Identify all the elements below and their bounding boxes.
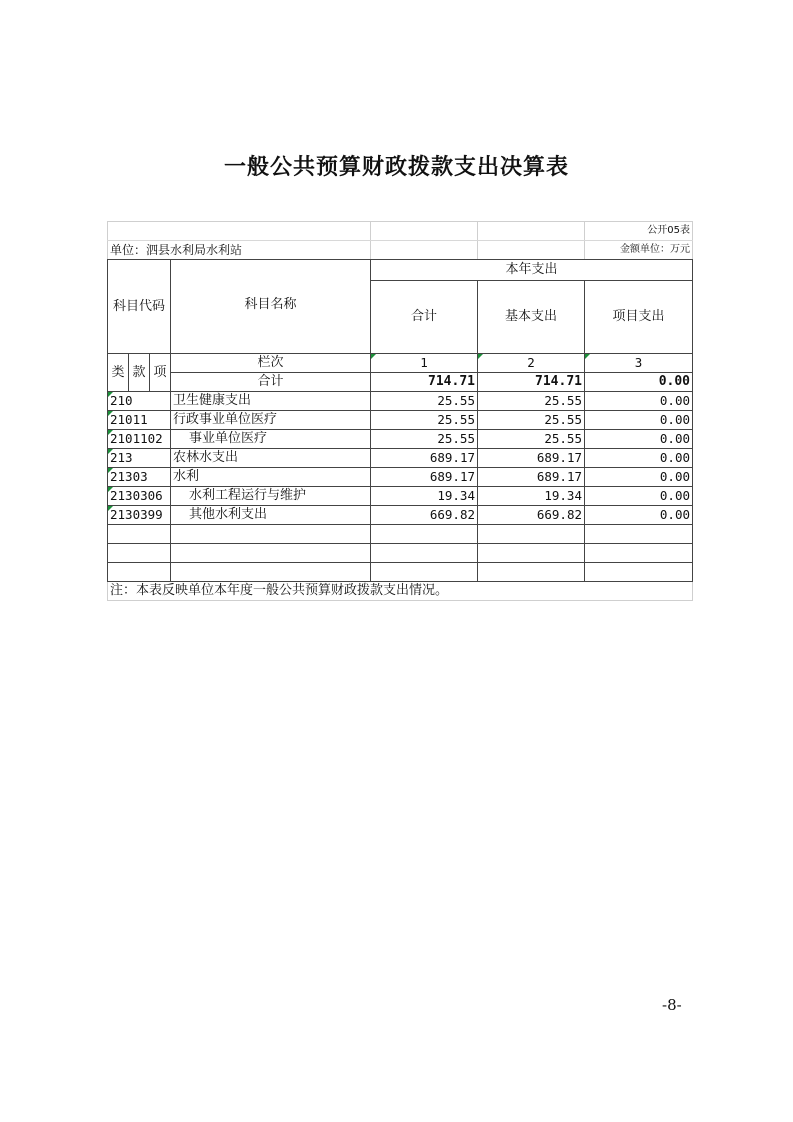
- header-code: 科目代码: [108, 260, 171, 354]
- table-row: [108, 449, 693, 468]
- sum-row-project: 0.00: [585, 373, 693, 392]
- row-basic: 669.82: [478, 506, 585, 525]
- row-total: 689.17: [371, 449, 478, 468]
- row-code: 213: [108, 449, 171, 468]
- header-lei: 类: [108, 354, 129, 392]
- row-total: 19.34: [371, 487, 478, 506]
- row-total: 689.17: [371, 468, 478, 487]
- header-year-expense: 本年支出: [371, 260, 693, 281]
- unit-label: 单位：泗县水利局水利站: [108, 241, 371, 260]
- page-number: -8-: [662, 996, 682, 1014]
- table-note: 注：本表反映单位本年度一般公共预算财政拨款支出情况。: [108, 582, 693, 601]
- row-project: 0.00: [585, 468, 693, 487]
- row-code: 210: [108, 392, 171, 411]
- empty-row: [108, 525, 693, 544]
- row-project: 0.00: [585, 411, 693, 430]
- expense-table-container: [107, 221, 692, 601]
- row-name: 农林水支出: [171, 449, 371, 468]
- sum-row-label: 合计: [171, 373, 371, 392]
- header-xiang: 项: [150, 354, 171, 392]
- col-index-1: 1: [371, 354, 478, 373]
- table-row: [108, 430, 693, 449]
- expense-table: [107, 221, 693, 601]
- table-row: [108, 506, 693, 525]
- row-total: 25.55: [371, 430, 478, 449]
- col-index-3: 3: [585, 354, 693, 373]
- row-name: 卫生健康支出: [171, 392, 371, 411]
- row-code: 2130399: [108, 506, 171, 525]
- row-code: 21011: [108, 411, 171, 430]
- page-title: 一般公共预算财政拨款支出决算表: [223, 155, 569, 180]
- row-name: 其他水利支出: [171, 506, 371, 525]
- row-total: 669.82: [371, 506, 478, 525]
- col-index-2: 2: [478, 354, 585, 373]
- row-name: 事业单位医疗: [171, 430, 371, 449]
- amount-unit: 金额单位：万元: [585, 241, 693, 260]
- header-basic: 基本支出: [478, 281, 585, 354]
- table-row: [108, 392, 693, 411]
- row-basic: 25.55: [478, 430, 585, 449]
- row-basic: 25.55: [478, 392, 585, 411]
- row-basic: 689.17: [478, 449, 585, 468]
- row-project: 0.00: [585, 449, 693, 468]
- row-code: 21303: [108, 468, 171, 487]
- header-total: 合计: [371, 281, 478, 354]
- header-project: 项目支出: [585, 281, 693, 354]
- row-total: 25.55: [371, 411, 478, 430]
- row-code: 2101102: [108, 430, 171, 449]
- table-row: [108, 487, 693, 506]
- header-name: 科目名称: [171, 260, 371, 354]
- row-project: 0.00: [585, 392, 693, 411]
- form-code: 公开05表: [585, 222, 693, 241]
- sum-row-basic: 714.71: [478, 373, 585, 392]
- row-basic: 689.17: [478, 468, 585, 487]
- row-basic: 19.34: [478, 487, 585, 506]
- table-row: [108, 411, 693, 430]
- row-project: 0.00: [585, 506, 693, 525]
- row-name: 行政事业单位医疗: [171, 411, 371, 430]
- row-project: 0.00: [585, 487, 693, 506]
- sum-row-total: 714.71: [371, 373, 478, 392]
- row-total: 25.55: [371, 392, 478, 411]
- row-name: 水利工程运行与维护: [171, 487, 371, 506]
- table-row: [108, 468, 693, 487]
- row-code: 2130306: [108, 487, 171, 506]
- row-basic: 25.55: [478, 411, 585, 430]
- row-project: 0.00: [585, 430, 693, 449]
- row-name: 水利: [171, 468, 371, 487]
- empty-row: [108, 563, 693, 582]
- empty-row: [108, 544, 693, 563]
- header-col-index: 栏次: [171, 354, 371, 373]
- header-kuan: 款: [129, 354, 150, 392]
